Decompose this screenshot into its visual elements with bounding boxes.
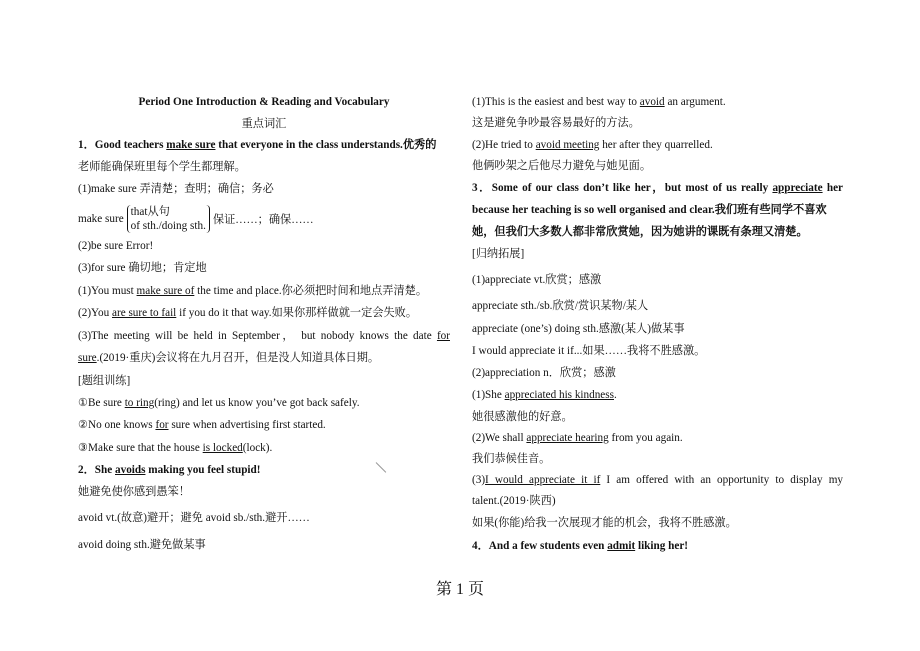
text-segment: (2)be sure Error! [78,240,154,252]
underlined-answer: appreciate [772,182,823,194]
text-line [78,117,450,131]
text-line [78,306,450,320]
text-segment: 这是避免争吵最容易最好的方法。 [472,117,640,129]
text-segment: (1)make sure 弄清楚；查明；确信；务必 [78,183,274,195]
text-segment: avoid doing sth.避免做某事 [78,539,206,551]
text-segment: . [613,389,617,401]
text-line [78,441,450,455]
text-segment: (1)appreciate vt.欣赏；感激 [472,274,602,286]
text-line [78,485,450,499]
text-segment: 老师能确保班里每个学生都理解。 [78,161,246,173]
text-segment: (1)This is the easiest and best way to [472,96,640,108]
text-line [78,138,450,152]
pattern-options [127,205,210,233]
text-segment: appreciate (one’s) doing sth.感激(某人)做某事 [472,323,685,335]
underlined-answer: make sure [166,139,216,151]
text-segment: (2)appreciation n．欣赏；感激 [472,367,616,379]
text-line [78,182,450,196]
text-segment: her after they quarrelled. [599,139,713,151]
text-segment: 她很感激他的好意。 [472,411,573,423]
text-segment: 4．And a few students even [472,540,608,552]
text-segment: 如果(你能)给我一次展现才能的机会，我将不胜感激。 [472,517,737,529]
text-line [472,225,843,239]
text-segment: 1．Good teachers [78,139,167,151]
text-segment: 她，但我们大多数人都非常欣赏她，因为她讲的课既有条理又清楚。 [472,226,808,238]
text-line [472,203,843,217]
text-line [78,511,450,525]
text-segment: 他俩吵架之后他尽力避免与她见面。 [472,160,652,172]
text-segment: I would appreciate it if...如果……我将不胜感激。 [472,345,706,357]
underlined-answer: make sure of [136,285,195,297]
underlined-answer: avoid meeting [535,139,600,151]
text-segment: liking her! [635,540,689,552]
text-line [472,388,843,402]
text-segment: making you feel stupid! [145,464,261,476]
underlined-answer: I would appreciate it if [485,474,601,486]
underlined-answer: appreciate hearing [526,432,609,444]
text-line [472,366,843,380]
text-line [78,284,450,298]
text-segment: 重点词汇 [241,118,287,130]
underlined-answer: appreciated his kindness [504,389,614,401]
text-segment: (2)He tried to [472,139,536,151]
text-line [472,247,843,261]
underlined-answer: is locked [202,442,243,454]
text-line [472,138,843,152]
text-line [78,239,450,253]
text-line [78,351,450,365]
text-segment: [题组训练] [78,375,131,387]
text-segment: (3)for sure 确切地；肯定地 [78,262,207,274]
text-segment: because her teaching is so well organised and clear.我们班有些同学不喜欢 [472,204,827,216]
text-segment: ①Be sure [78,397,125,409]
text-segment: 我们恭候佳音。 [472,453,551,465]
text-line [472,473,843,487]
underlined-answer: admit [607,540,636,552]
text-line [472,539,843,553]
text-line [78,396,450,410]
pattern-option: of sth./doing sth. [130,220,206,232]
text-line [472,344,843,358]
page-number: 第 1 页 [435,581,484,598]
underlined-answer: are sure to fail [112,307,177,319]
text-line [472,95,843,109]
underlined-answer: sure [78,352,97,364]
text-line [472,452,843,466]
text-line [78,374,450,388]
text-line [78,261,450,275]
text-line [472,299,843,313]
text-segment: 她避免使你感到愚笨！ [78,486,190,498]
pattern-option: that从句 [130,206,170,218]
text-segment: (lock). [242,442,273,454]
text-line [78,329,450,343]
text-segment: .(2019·重庆)会议将在九月召开，但是没人知道具体日期。 [96,352,380,364]
text-line [472,494,843,508]
text-segment: 3．Some of our class don’t like her，but most of us really [472,182,773,194]
underlined-answer: for [436,330,450,342]
text-segment: sure when advertising first started. [168,419,326,431]
text-segment: (1)She [472,389,505,401]
text-segment: avoid vt.(故意)避开；避免 avoid sb./sth.避开…… [78,512,310,524]
text-line [472,181,843,195]
text-line [78,418,450,432]
make-sure-pattern-brace [78,205,314,233]
text-segment: (ring) and let us know you’ve got back safely. [154,397,360,409]
text-line [78,538,450,552]
text-segment: ③Make sure that the house [78,442,203,454]
text-segment: from you again. [608,432,683,444]
text-segment: [归纳拓展] [472,248,525,260]
pattern-meaning: 保证……；确保…… [212,214,314,226]
text-segment: (2)You [78,307,112,319]
underlined-answer: avoids [115,464,146,476]
pattern-lead: make sure [78,213,124,225]
text-segment: talent.(2019·陕西) [472,495,556,507]
text-segment: I am offered with an opportunity to display my [600,474,843,486]
text-segment: Period One Introduction & Reading and Vocabulary [138,96,390,108]
text-segment: an argument. [664,96,726,108]
text-line [78,95,450,109]
text-segment: (3) [472,474,486,486]
text-segment: (3)The meeting will be held in September， but nobody knows the date [78,330,437,342]
text-segment: appreciate sth./sb.欣赏/赏识某物/某人 [472,300,649,312]
underlined-answer: for [155,419,169,431]
text-segment: her [822,182,844,194]
text-line [472,516,843,530]
text-line [78,463,450,477]
text-segment: ②No one knows [78,419,156,431]
text-line [472,431,843,445]
text-segment: 2．She [78,464,115,476]
text-line [472,410,843,424]
underlined-answer: avoid [639,96,665,108]
text-line [472,159,843,173]
text-segment: if you do it that way.如果你那样做就一定会失败。 [176,307,418,319]
text-line [472,322,843,336]
text-segment: (2)We shall [472,432,527,444]
underlined-answer: to ring [124,397,155,409]
text-line [78,160,450,174]
text-segment: the time and place.你必须把时间和地点弄清楚。 [194,285,428,297]
text-line [472,273,843,287]
text-segment: that everyone in the class understands.优秀的 [215,139,437,151]
text-segment: (1)You must [78,285,137,297]
text-line [472,116,843,130]
